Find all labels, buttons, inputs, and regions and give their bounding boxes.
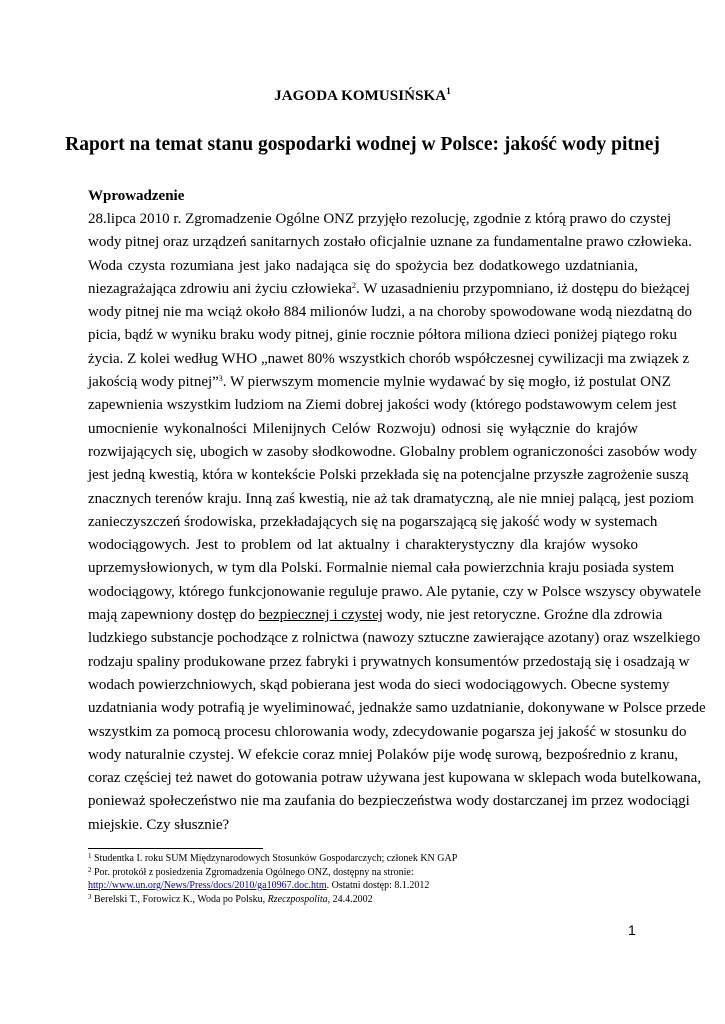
footnote-marker: 1 bbox=[88, 852, 92, 860]
footnote-italic-source: Rzeczpospolita bbox=[267, 893, 328, 905]
body-line-text: jakością wody pitnej” bbox=[88, 374, 219, 391]
body-line: wodach powierzchniowych, skąd pobierana jest woda do sieci wodociągowych. Obecne systemy bbox=[88, 676, 670, 693]
footnote-link[interactable]: http://www.un.org/News/Press/docs/2010/ga10967.doc.htm bbox=[88, 880, 327, 891]
body-line: jest jedną kwestią, która w kontekście Polski przekłada się na potencjalne przyszłe zagrożenie suszą bbox=[88, 467, 689, 484]
footnote-text: . Ostatni dostęp: 8.1.2012 bbox=[326, 880, 430, 891]
body-line: wodociągowych. Jest to problem od lat aktualny i charakterystyczny dla krajów wysoko bbox=[88, 537, 638, 554]
body-line-text: wody, nie jest retoryczne. Groźne dla zdrowia bbox=[382, 607, 663, 624]
footnote-text: Por. protokół z posiedzenia Zgromadzenia Ogólnego ONZ, dostępny na stronie: bbox=[91, 866, 414, 878]
footnote-3 bbox=[88, 893, 648, 907]
footnote-2 bbox=[88, 866, 648, 880]
section-heading: Wprowadzenie bbox=[88, 188, 185, 204]
footnote-ref-2[interactable]: 2 bbox=[352, 280, 357, 290]
body-line: umocnienie wykonalności Milenijnych Celów Rozwoju) odnosi się wyłącznie do krajów bbox=[88, 420, 638, 437]
body-line: uprzemysłowionych, w tym dla Polski. Formalnie niemal cała powierzchnia kraju posiada system bbox=[88, 560, 675, 577]
body-line: zapewnienia wszystkim ludziom na Ziemi dobrej jakości wody (którego podstawowym celem jest bbox=[88, 397, 677, 414]
footnote-marker: 3 bbox=[88, 892, 92, 901]
body-line: 28.lipca 2010 r. Zgromadzenie Ogólne ONZ przyjęło rezolucję, zgodnie z którą prawo do czystej bbox=[88, 211, 672, 227]
footnote-text: , 24.4.2002 bbox=[327, 893, 373, 905]
body-line: uzdatniania wody potrafią je wyeliminować, jednakże samo uzdatnianie, dokonywane w Polsce przede bbox=[88, 700, 706, 717]
body-line: znacznych terenów kraju. Inną zaś kwestią, nie aż tak dramatyczną, ale nie mniej palącą, jest poziom bbox=[88, 490, 694, 507]
body-line bbox=[88, 278, 690, 301]
footnote-1 bbox=[88, 852, 648, 866]
footnote-marker: 2 bbox=[88, 865, 92, 874]
body-line: rodzaju spaliny produkowane przez fabryki i prywatnych konsumentów przedostają się i osadzają w bbox=[88, 653, 690, 670]
body-line-text: . W pierwszym momencie mylnie wydawać by się mogło, iż postulat ONZ bbox=[222, 374, 671, 391]
footnote-separator bbox=[88, 848, 263, 849]
document-title: Raport na temat stanu gospodarki wodnej w Polsce: jakość wody pitnej bbox=[65, 134, 660, 155]
body-line: miejskie. Czy słusznie? bbox=[88, 816, 230, 833]
body-line bbox=[88, 604, 663, 627]
body-line bbox=[88, 371, 671, 394]
page-number: 1 bbox=[628, 922, 636, 938]
body-line: ponieważ społeczeństwo nie ma zaufania do bezpieczeństwa wody dostarczanej im przez wodociągi bbox=[88, 793, 690, 810]
footnote-2-continued bbox=[88, 879, 648, 893]
body-line-text: . W uzasadnieniu przypomniano, iż dostępu do bieżącej bbox=[356, 280, 690, 297]
footnote-ref-3[interactable]: 3 bbox=[218, 374, 223, 384]
body-line: wszystkim za pomocą procesu chlorowania wody, zdecydowanie pogarsza jej jakość w stosunku do bbox=[88, 723, 687, 740]
author-name: JAGODA KOMUSIŃSKA bbox=[274, 88, 447, 104]
body-line: ludzkiego substancje pochodzące z rolnictwa (nawozy sztuczne zawierające azotany) oraz wszelkiego bbox=[88, 630, 701, 647]
body-line: zanieczyszczeń środowiska, przekładających się na pogarszającą się jakość wody w systemach bbox=[88, 513, 658, 530]
body-line-text: niezagrażająca zdrowiu ani życiu człowieka bbox=[88, 280, 353, 297]
footnotes bbox=[88, 852, 648, 906]
body-line-text: mają zapewniony dostęp do bbox=[88, 607, 256, 624]
body-line: wody pitnej oraz urządzeń sanitarnych zostało oficjalnie uznane za fundamentalne prawo człowieka. bbox=[88, 234, 692, 251]
author-line bbox=[0, 86, 725, 105]
author-footnote-marker[interactable]: 1 bbox=[446, 86, 451, 96]
body-text bbox=[88, 208, 706, 837]
body-line: Woda czysta rozumiana jest jako nadająca się do spożycia bez dodatkowego uzdatniania, bbox=[88, 257, 638, 274]
body-line: wodociągowy, którego funkcjonowanie reguluje prawo. Ale pytanie, czy w Polsce wszyscy obywatele bbox=[88, 583, 702, 600]
body-line: rozwijających się, ubogich w zasoby słodkowodne. Globalny problem ograniczoności zasobów wody bbox=[88, 443, 698, 460]
footnote-text: Berelski T., Forowicz K., Woda po Polsku, bbox=[91, 893, 268, 905]
footnote-text: Studentka I. roku SUM Międzynarodowych Stosunków Gospodarczych; członek KN GAP bbox=[91, 853, 458, 864]
body-line: coraz częściej też nawet do gotowania potraw używana jest kupowana w sklepach woda butelkowana, bbox=[88, 770, 702, 787]
body-line: życia. Z kolei według WHO „nawet 80% wszystkich chorób współczesnej cywilizacji ma związek z bbox=[88, 350, 690, 367]
underlined-phrase: bezpiecznej i czystej bbox=[258, 607, 383, 624]
body-line: picia, bądź w wyniku braku wody pitnej, ginie rocznie półtora miliona dzieci poniżej piątego roku bbox=[88, 327, 677, 344]
body-line: wody pitnej nie ma wciąż około 884 milionów ludzi, a na choroby spowodowane wodą niezdatną do bbox=[88, 304, 693, 321]
body-line: wody naturalnie czystej. W efekcie coraz mniej Polaków pije wodę surową, bezpośrednio z kranu, bbox=[88, 746, 679, 763]
